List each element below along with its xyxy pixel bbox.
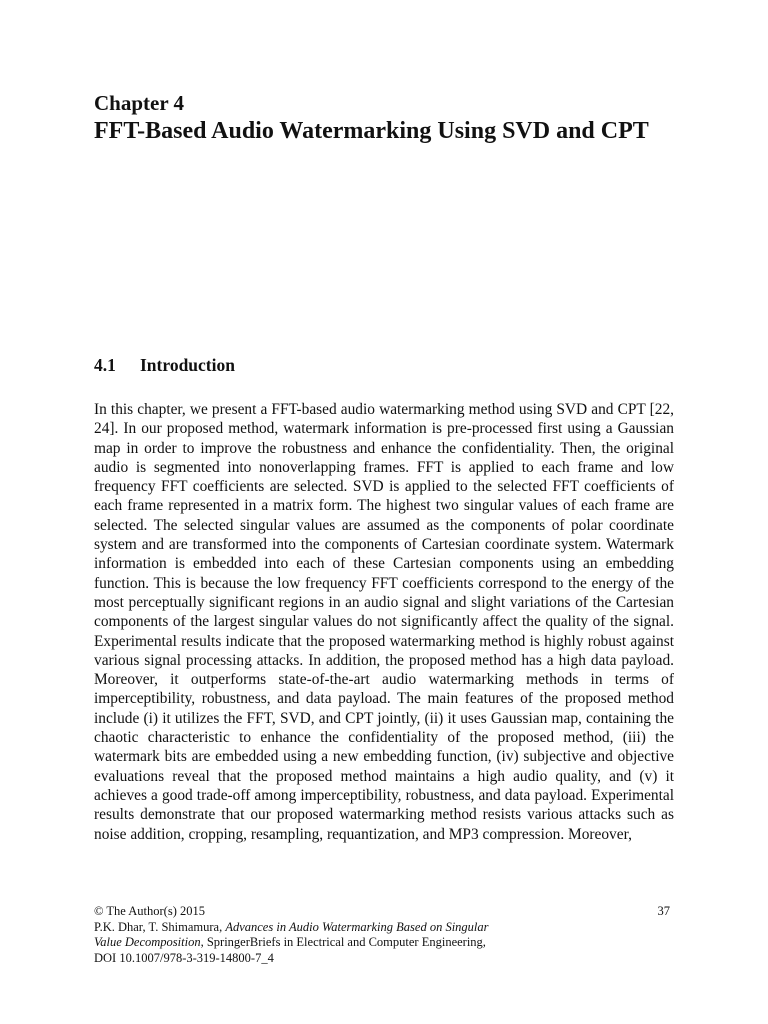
citation-line-1 <box>94 920 674 936</box>
section-heading <box>94 354 235 376</box>
section-number: 4.1 <box>94 355 116 375</box>
book-title-part-1: Advances in Audio Watermarking Based on Singular <box>225 919 489 934</box>
page-number: 37 <box>657 904 670 918</box>
chapter-title: FFT-Based Audio Watermarking Using SVD and CPT <box>94 118 649 144</box>
chapter-label: Chapter 4 <box>94 91 185 115</box>
section-title: Introduction <box>140 355 235 375</box>
footnote-block <box>94 904 674 966</box>
body-paragraph: In this chapter, we present a FFT-based audio watermarking method using SVD and CPT [22, 24]. In our proposed method, watermark information is pre-processed first using a Gaussian map in order to improve the robustness and enhance the confidentiality. Then, the original audio is segmented into nonoverlapping frames. FFT is applied to each frame and low frequency FFT coefficients are selected. SVD is applied to the selected FFT coefficients of each frame represented in a matrix form. The highest two singular values of each frame are selected. The selected singular values are assumed as the components of polar coordinate system and are transformed into the components of Cartesian coordinate system. Watermark information is embedded into each of these Cartesian components using an embedding function. This is because the low frequency FFT coefficients correspond to the energy of the most perceptually significant regions in an audio signal and slight variations of the Cartesian components of the largest singular values do not significantly affect the quality of the signal. Experimental results indicate that the proposed watermarking method is highly robust against various signal processing attacks. In addition, the proposed method has a high data payload. Moreover, it outperforms state-of-the-art audio watermarking methods in terms of imperceptibility, robustness, and data payload. The main features of the proposed method include (i) it utilizes the FFT, SVD, and CPT jointly, (ii) it uses Gaussian map, containing the chaotic characteristic to enhance the confidentiality of the proposed method, (iii) the watermark bits are embedded using a new embedding function, (iv) subjective and objective evaluations reveal that the proposed method maintains a high audio quality, and (v) it achieves a good trade-off among imperceptibility, robustness, and data payload. Experimental results demonstrate that our proposed watermarking method resists various attacks such as noise addition, cropping, resampling, requantization, and MP3 compression. Moreover, <box>94 401 674 843</box>
series-name: , SpringerBriefs in Electrical and Computer Engineering, <box>200 935 486 950</box>
authors: P.K. Dhar, T. Shimamura, <box>94 919 226 934</box>
copyright-line: © The Author(s) 2015 <box>94 904 205 918</box>
doi: DOI 10.1007/978-3-319-14800-7_4 <box>94 950 274 965</box>
citation-line-2 <box>94 935 674 951</box>
book-title-part-2: Value Decomposition <box>94 935 201 950</box>
